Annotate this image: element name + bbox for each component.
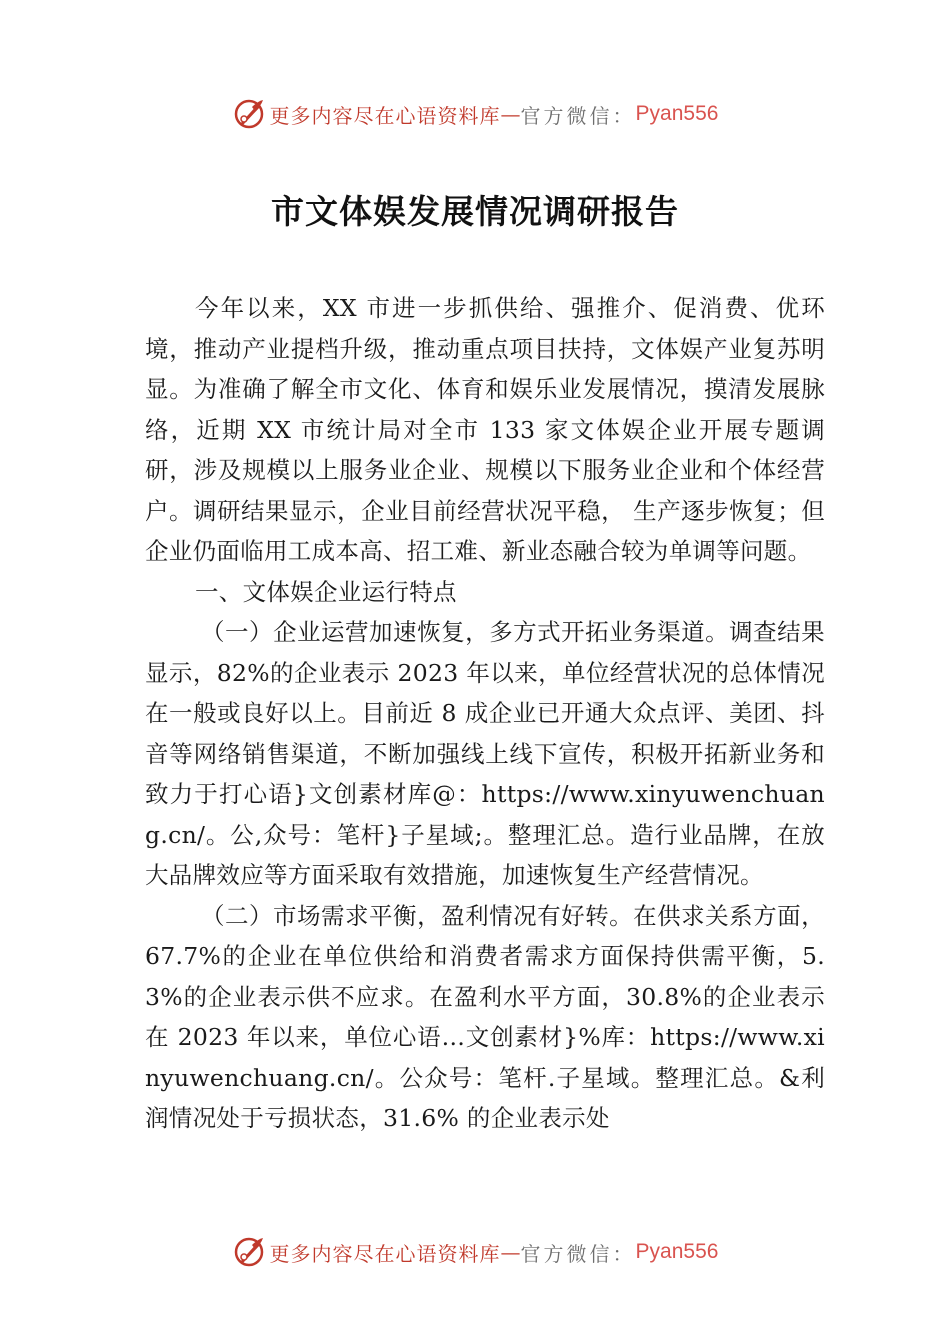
watermark-wechat-label: 官方微信：: [520, 1241, 636, 1266]
quill-seal-icon: [232, 97, 266, 131]
footer-watermark: [0, 1232, 950, 1272]
watermark-dash: —: [500, 1240, 521, 1264]
header-watermark: [0, 94, 950, 134]
watermark-wechat-id: Pyan556: [635, 1240, 719, 1263]
watermark-wechat-id: Pyan556: [635, 102, 719, 125]
section-heading: 一、文体娱企业运行特点: [195, 577, 457, 606]
intro-paragraph: 今年以来，XX 市进一步抓供给、强推介、促消费、优环境，推动产业提档升级，推动重点项目扶持，文体娱产业复苏明显。为准确了解全市文化、体育和娱乐业发展情况，摸清发展脉络，近期 XX 市统计局对全市 133 家文体娱企业开展专题调研，涉及规模以上服务业企业、规模以下服务业企业和个体经营户。调研结果显示，企业目前经营状况平稳， 生产逐步恢复；但企业仍面临用工成本高、招工难、新业态融合较为单调等问题。: [145, 294, 825, 565]
quill-seal-icon: [232, 1235, 266, 1269]
subsection-paragraph-2: （二）市场需求平衡，盈利情况有好转。在供求关系方面，67.7%的企业在单位供给和消费者需求方面保持供需平衡，5.3%的企业表示供不应求。在盈利水平方面，30.8%的企业表示在 2023 年以来，单位心语…文创素材}%库：https://www.xinyuwenchuang.cn/。公众号：笔杆.子星域。整理汇总。&利润情况处于亏损状态，31.6% 的企业表示处: [145, 901, 825, 1132]
watermark-text: 更多内容尽在心语资料库: [269, 103, 501, 128]
watermark-wechat-label: 官方微信：: [520, 103, 636, 128]
watermark-dash: —: [500, 102, 521, 126]
document-body: [145, 288, 825, 1139]
subsection-paragraph-1: （一）企业运营加速恢复，多方式开拓业务渠道。调查结果显示，82%的企业表示 2023 年以来，单位经营状况的总体情况在一般或良好以上。目前近 8 成企业已开通大众点评、美团、抖音等网络销售渠道，不断加强线上线下宣传，积极开拓新业务和致力于打心语}文创素材库@：https://www.xinyuwenchuang.cn/。公,众号：笔杆}子星域;。整理汇总。造行业品牌，在放大品牌效应等方面采取有效措施，加速恢复生产经营情况。: [145, 618, 825, 889]
watermark-text: 更多内容尽在心语资料库: [269, 1241, 501, 1266]
document-title: 市文体娱发展情况调研报告: [271, 192, 679, 231]
